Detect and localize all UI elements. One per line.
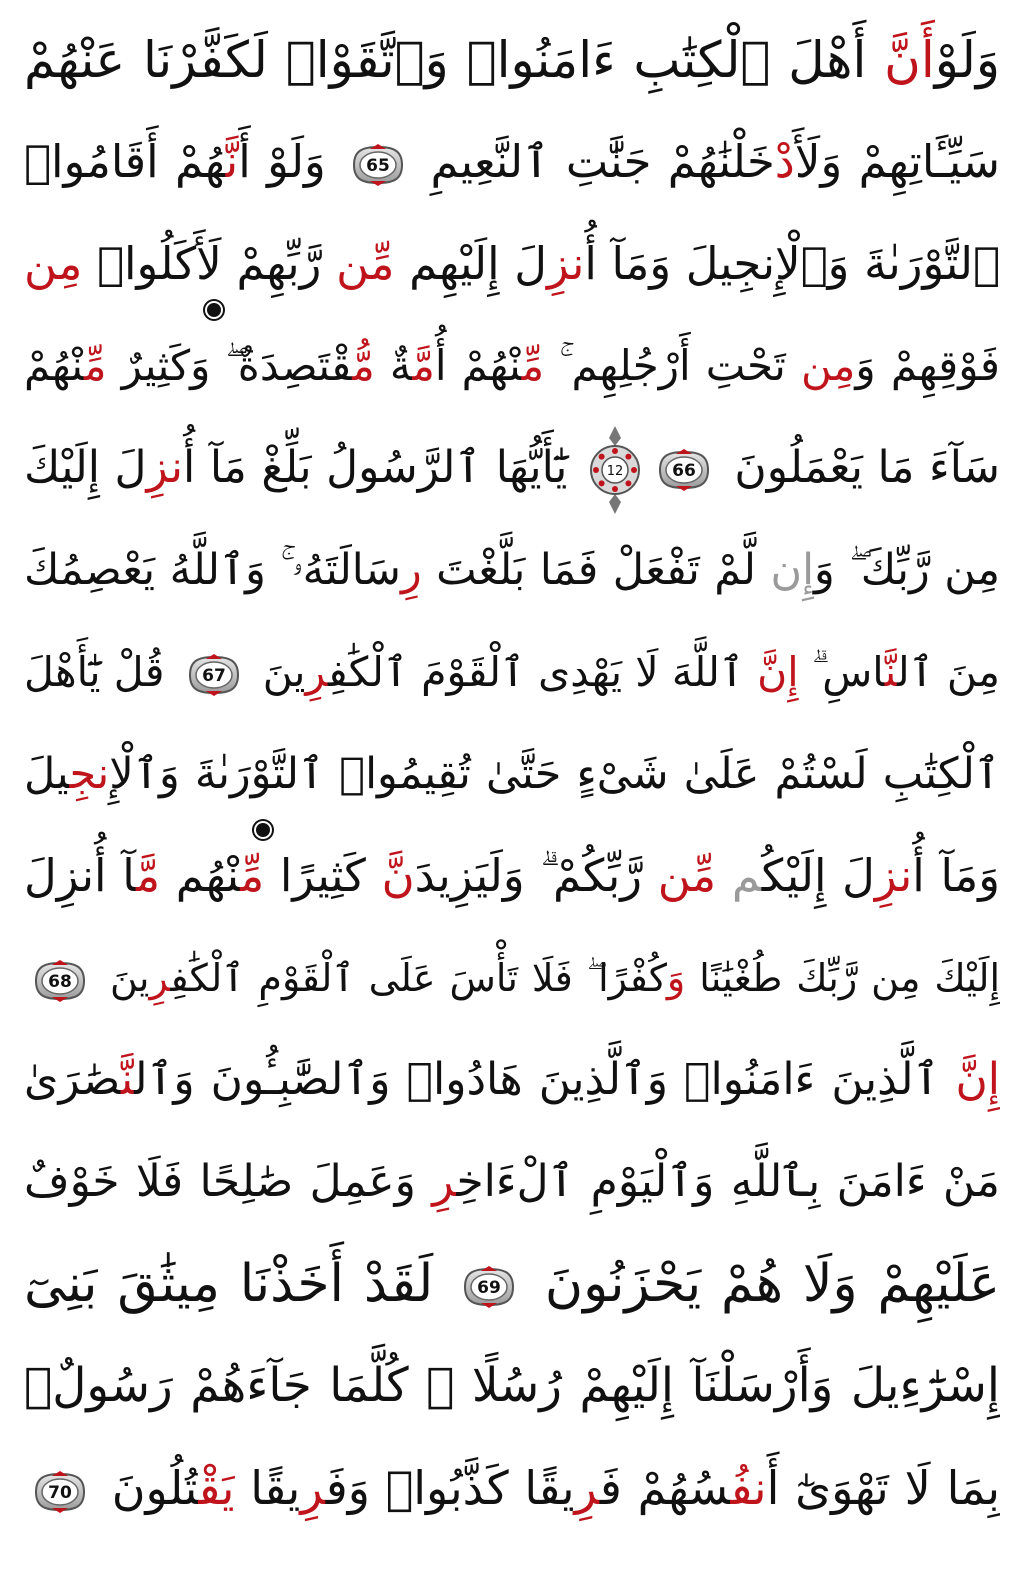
tajweed-highlight: مِّن (336, 237, 395, 290)
verse-text: نْهُم (160, 849, 241, 902)
silent-letter: إِن (770, 545, 815, 595)
tajweed-highlight: مَّ (412, 341, 435, 390)
verse-text: وَلَوْ (934, 31, 1000, 89)
tajweed-highlight: رِ (300, 1461, 326, 1515)
silent-letter: م (731, 849, 762, 902)
ayah-number-marker (348, 143, 408, 187)
verse-text: قُلْ يَٰٓأَهْلَ (24, 648, 178, 696)
ayah-number: 68 (48, 971, 72, 992)
verse-text: ينَ (249, 648, 306, 696)
verse-line (24, 1132, 1000, 1232)
tajweed-highlight: وَ (666, 956, 686, 1000)
tajweed-highlight: نجِ (69, 749, 110, 799)
verse-text: بِمَا لَا تَهْوَىٰٓ أَ (766, 1461, 1000, 1515)
tajweed-highlight: يَقْ (198, 1461, 235, 1515)
tajweed-highlight: مَّ (135, 849, 161, 902)
verse-text: عَلَيْهِمْ وَلَا هُمْ يَحْزَنُونَ (525, 1254, 1000, 1314)
verse-text: لَ إِلَيْكَ (24, 442, 147, 493)
tajweed-highlight: رِ (305, 648, 329, 696)
tajweed-highlight: مِّ (240, 849, 265, 902)
verse-text: سَآءَ مَا يَعْمَلُونَ (719, 442, 1000, 493)
verse-line (24, 1234, 1000, 1334)
ayah-number-marker (30, 1470, 90, 1514)
verse-line (24, 10, 1000, 110)
verse-text: مَنْ ءَامَنَ بِٱللَّهِ وَٱلْيَوْمِ ٱلْءَاخِ (456, 1156, 1000, 1207)
verse-text: ٱلتَّوْرَىٰةَ وَٱلْإِنجِيلَ وَمَآ أُ (584, 237, 1000, 290)
verse-text: رَّبِّهِمْ لَأَكَلُوا۟ (82, 237, 337, 290)
verse-text: أَهْلَ ٱلْكِتَٰبِ ءَامَنُوا۟ وَٱتَّقَوْا۟ لَكَفَّرْنَا عَنْهُمْ (24, 31, 885, 89)
verse-text: صَٰرَىٰ (24, 1054, 121, 1105)
tajweed-highlight: نفُ (730, 1461, 767, 1515)
tajweed-highlight: نزِ (146, 442, 184, 493)
verse-line (24, 1030, 1000, 1130)
verse-text: سَالَتَهُۥ ۚ وَٱللَّهُ يَعْصِمُكَ (24, 545, 401, 595)
tajweed-highlight: مِّ (521, 341, 545, 390)
tajweed-highlight: مُّ (352, 341, 375, 390)
verse-line (24, 622, 1000, 722)
verse-text: سَيِّـَٔاتِهِمْ وَلَأَ (794, 135, 1000, 188)
verse-text: لَقَدْ أَخَذْنَا مِيثَٰقَ بَنِىٓ (24, 1254, 454, 1314)
verse-text: نْهُمْ (24, 341, 84, 390)
tajweed-highlight: أَنَّ (884, 31, 935, 89)
tajweed-highlight: نَّ (381, 849, 415, 902)
tajweed-highlight: مِّ (84, 341, 107, 390)
verse-text: ٱلْكِتَٰبِ لَسْتُمْ عَلَىٰ شَىْءٍ حَتَّىٰ تُقِيمُوا۟ ٱلتَّوْرَىٰةَ وَٱلْإِ (109, 749, 1000, 799)
verse-line (24, 112, 1000, 212)
verse-text: آ أُنزِلَ (24, 849, 136, 902)
verse-text: إِسْرَٰٓءِيلَ وَأَرْسَلْنَآ إِلَيْهِمْ رُسُلًا ۖ كُلَّمَا جَآءَهُمْ رَسُولٌۢ (24, 1358, 1000, 1413)
tajweed-highlight: مِّن (657, 849, 717, 902)
verse-line (24, 214, 1000, 314)
tajweed-highlight: إِنَّ (955, 1054, 1000, 1105)
verse-line (24, 418, 1000, 518)
tajweed-highlight: رِ (400, 545, 422, 595)
verse-text: رَّبِّكُمْ ۗ وَلَيَزِيدَ (414, 849, 658, 902)
tajweed-highlight: رِ (432, 1156, 457, 1207)
verse-text: لَ إِلَيْهِم (394, 237, 547, 290)
tajweed-highlight: رِ (149, 956, 171, 1000)
verse-text (716, 849, 732, 902)
verse-text: وَمَآ أُ (912, 849, 1000, 902)
ayah-number: 65 (366, 156, 391, 176)
tajweed-highlight: رِ (574, 1461, 600, 1515)
ayah-number: 70 (48, 1482, 72, 1503)
verse-text: مِنَ ٱل (897, 648, 1000, 696)
ayah-number-marker (459, 1265, 519, 1309)
verse-text: يلَ (24, 749, 70, 799)
ayah-number-marker (184, 653, 244, 697)
verse-text: مِن رَّبِّكَ ۖ وَ (814, 545, 1000, 595)
verse-text: نْهُمْ أُ (434, 341, 522, 390)
verse-text: قْتَصِدَةٌ ۖ وَكَثِيرٌ (106, 341, 353, 390)
verse-text: يقًا كَذَّبُوا۟ وَفَ (325, 1461, 575, 1515)
tajweed-highlight: نزِ (547, 237, 585, 290)
tajweed-highlight: نَّ (884, 648, 898, 696)
verse-text: خَلْنَٰهُمْ جَنَّٰتِ ٱلنَّعِيمِ (414, 135, 775, 188)
verse-text: كَثِيرًا (264, 849, 382, 902)
tajweed-highlight: دْ (774, 135, 795, 188)
tajweed-highlight: نَّ (120, 1054, 135, 1105)
tajweed-highlight: نزِ (874, 849, 913, 902)
ayah-number: 66 (672, 461, 696, 481)
verse-line (24, 826, 1000, 926)
hizb-number: 12 (606, 464, 624, 479)
verse-text: تَحْتِ أَرْجُلِهِم ۚ (544, 341, 801, 390)
ayah-number-marker (30, 959, 90, 1003)
tajweed-highlight: نَّ (225, 135, 239, 188)
verse-text: فَوْقِهِمْ وَ (855, 341, 1000, 390)
verse-text: ٱللَّهَ لَا يَهْدِى ٱلْقَوْمَ ٱلْكَٰفِ (328, 648, 758, 696)
verse-text: سُهُمْ فَ (599, 1461, 731, 1515)
verse-text: ٱلَّذِينَ ءَامَنُوا۟ وَٱلَّذِينَ هَادُوا۟ وَٱلصَّٰبِـُٔونَ وَٱل (134, 1054, 956, 1105)
verse-text: لَّمْ تَفْعَلْ فَمَا بَلَّغْتَ (421, 545, 771, 595)
verse-text: هُمْ أَقَامُوا۟ (24, 135, 226, 188)
ayah-number-marker (654, 448, 714, 492)
verse-text: يَٰٓأَيُّهَا ٱلرَّسُولُ بَلِّغْ مَآ أُ (183, 442, 582, 493)
verse-text: ةٌ (374, 341, 413, 390)
verse-line (24, 520, 1000, 620)
ayah-number: 69 (477, 1278, 501, 1298)
verse-line (24, 724, 1000, 824)
verse-text: اسِ ۗ (798, 648, 885, 696)
ayah-number: 67 (201, 666, 226, 686)
sajda-dot (207, 303, 221, 317)
verse-text: ينَ (96, 956, 150, 1000)
verse-line (24, 1438, 1000, 1538)
sajda-dot (256, 823, 270, 837)
verse-text: يقًا (234, 1461, 301, 1515)
tajweed-highlight: مِن (800, 341, 856, 390)
verse-text: وَعَمِلَ صَٰلِحًا فَلَا خَوْفٌ (24, 1156, 433, 1207)
verse-text: لَ إِلَيْكُ (761, 849, 875, 902)
verse-text: إِلَيْكَ مِن رَّبِّكَ طُغْيَٰنًا (685, 956, 1000, 1000)
verse-text: كُفْرًا ۖ فَلَا تَأْسَ عَلَى ٱلْقَوْمِ ٱلْكَٰفِ (170, 956, 667, 1000)
tajweed-highlight: إِنَّ (757, 648, 799, 696)
hizb-marker (588, 424, 642, 516)
verse-line (24, 928, 1000, 1028)
tajweed-highlight: مِن (24, 237, 83, 290)
verse-line (24, 1336, 1000, 1436)
verse-line (24, 316, 1000, 416)
verse-text: وَلَوْ أَ (238, 135, 343, 188)
verse-text: تُلُونَ (96, 1461, 199, 1515)
